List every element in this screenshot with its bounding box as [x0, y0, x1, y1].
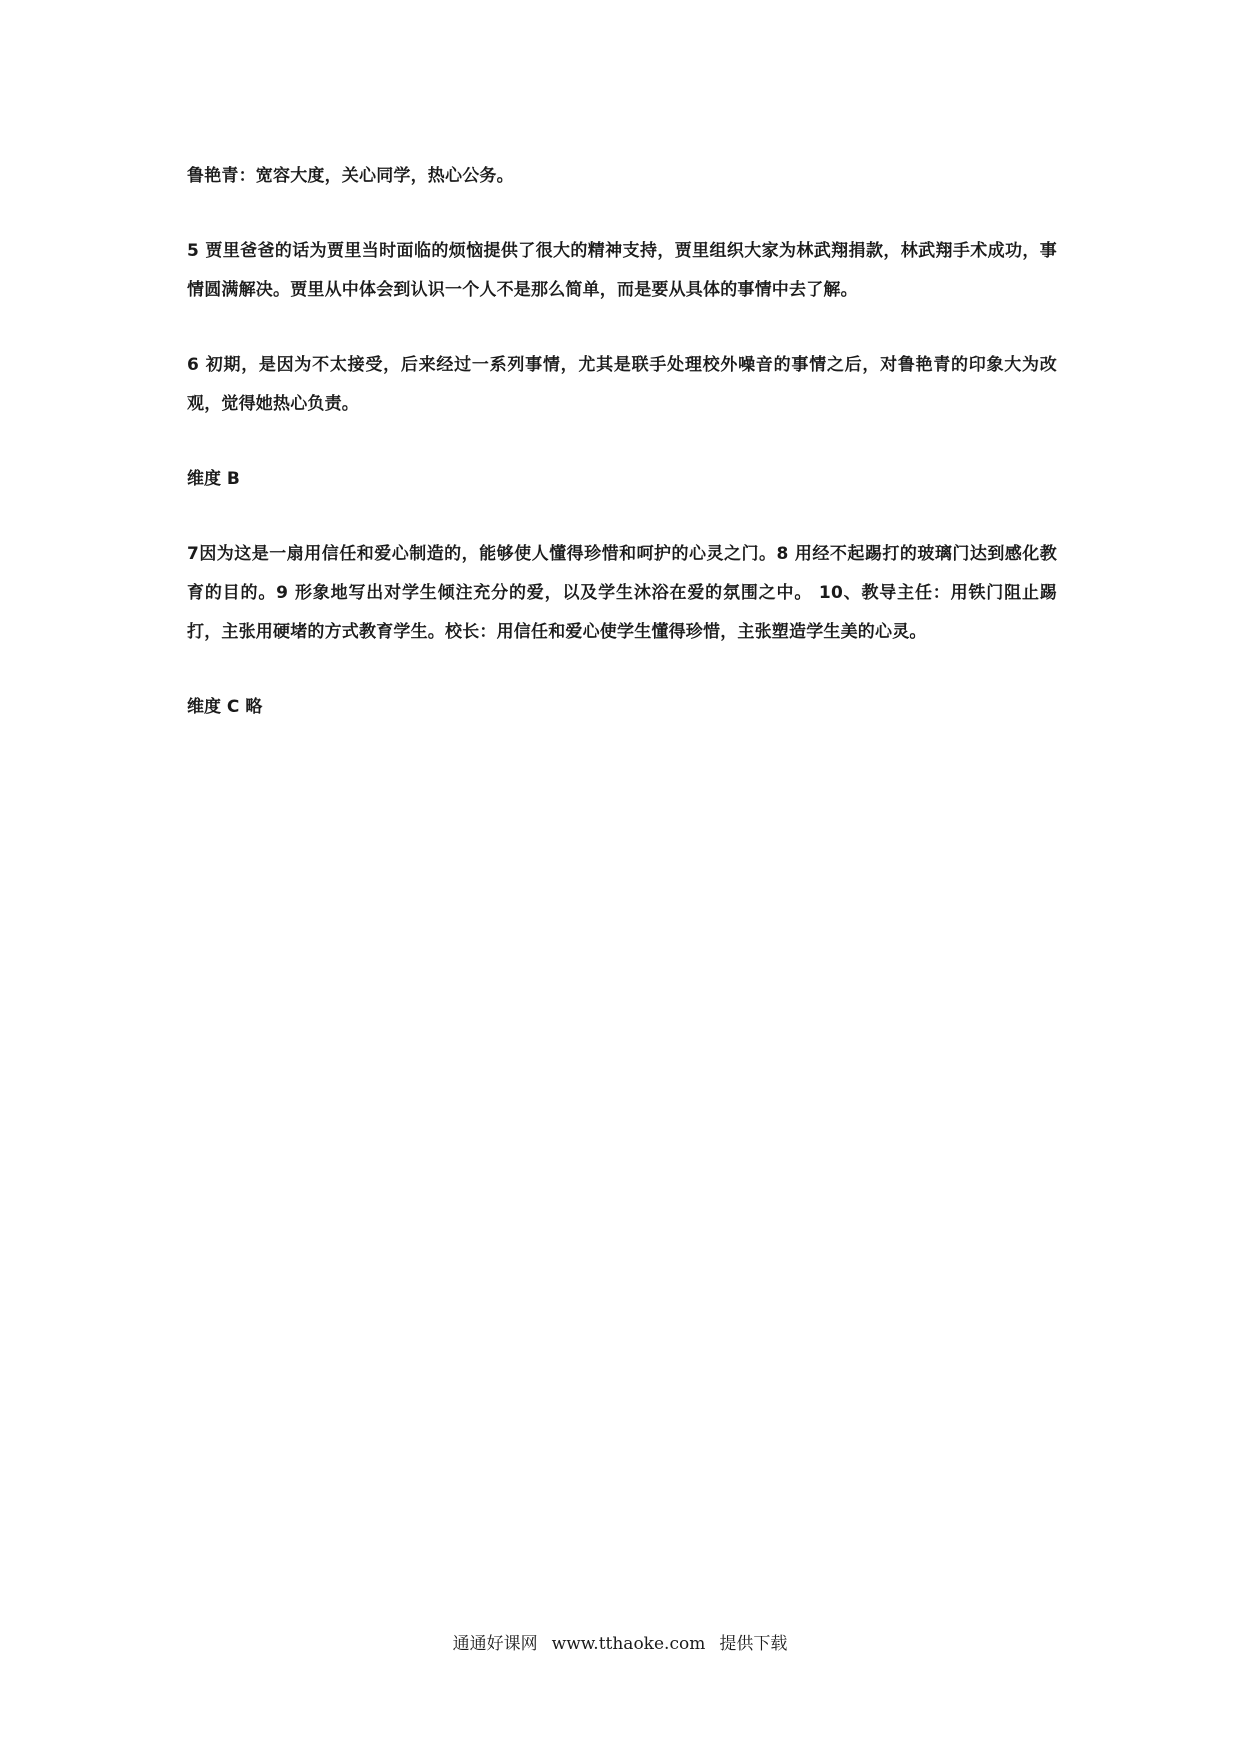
footer-site-name: 通通好课网 [452, 1634, 538, 1654]
footer-suffix: 提供下载 [719, 1634, 788, 1654]
section-c-heading: 维度 C 略 [187, 697, 263, 717]
page-footer [0, 1632, 1240, 1656]
paragraph-answer-5: 5 贾里爸爸的话为贾里当时面临的烦恼提供了很大的精神支持，贾里组织大家为林武翔捐款，林武翔手术成功，事情圆满解决。贾里从中体会到认识一个人不是那么简单，而是要从具体的事情中去了解。 [187, 241, 1057, 300]
paragraph-answer-6: 6 初期，是因为不太接受，后来经过一系列事情，尤其是联手处理校外噪音的事情之后，对鲁艳青的印象大为改观，觉得她热心负责。 [187, 355, 1057, 414]
document-content [187, 157, 1057, 763]
footer-url: www.tthaoke.com [551, 1634, 706, 1654]
paragraph-section-b-answers: 7因为这是一扇用信任和爱心制造的，能够使人懂得珍惜和呵护的心灵之门。8 用经不起踢打的玻璃门达到感化教育的目的。9 形象地写出对学生倾注充分的爱，以及学生沐浴在爱的氛围之中。 10、教导主任：用铁门阻止踢打，主张用硬堵的方式教育学生。校长：用信任和爱心使学生懂得珍惜，主张塑造学生美的心灵。 [187, 544, 1057, 642]
section-b-heading: 维度 B [187, 469, 240, 489]
paragraph-character-description: 鲁艳青：宽容大度，关心同学，热心公务。 [187, 166, 514, 186]
